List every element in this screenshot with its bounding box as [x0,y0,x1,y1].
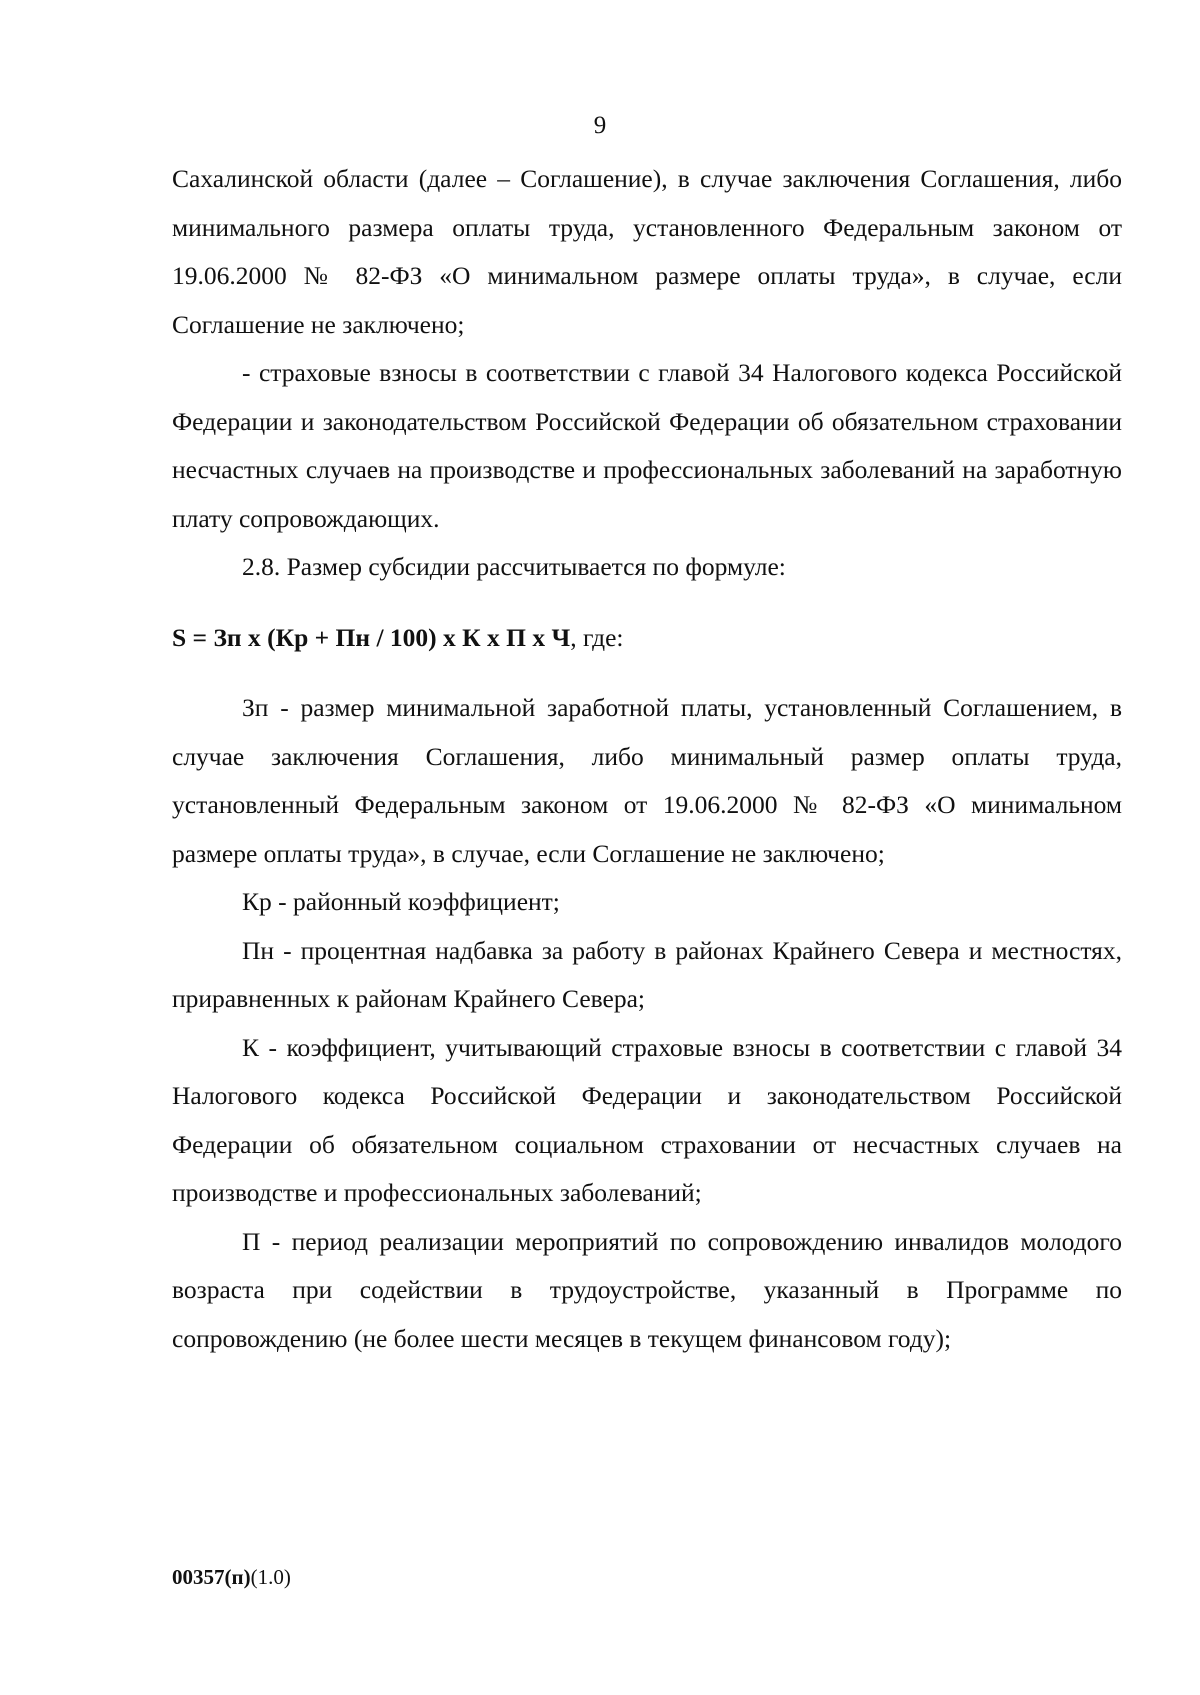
definition-zp: Зп - размер минимальной заработной платы, установленный Соглашением, в случае заключения Соглашения, либо минимальный размер оплаты труда, установленный Федеральным законом от 19.06.2000 № 82-ФЗ «О минимальном размере оплаты труда», в случае, если Соглашение не заключено; [172,693,1122,868]
document-body [172,155,1122,1363]
paragraph-continuation: Сахалинской области (далее – Соглашение), в случае заключения Соглашения, либо минимального размера оплаты труда, установленного Федеральным законом от 19.06.2000 № 82-ФЗ «О минимальном размере оплаты труда», в случае, если Соглашение не заключено; [172,164,1122,339]
definition-pn: Пн - процентная надбавка за работу в районах Крайнего Севера и местностях, приравненных к районам Крайнего Севера; [172,935,1122,1013]
document-code [172,1565,291,1590]
document-code-number: 00357(п) [172,1565,251,1589]
formula-expression: S = Зп х (Кр + Пн / 100) х К х П х Ч [172,622,571,652]
subsidy-formula [172,614,1122,663]
paragraph-insurance-contributions: - страховые взносы в соответствии с главой 34 Налогового кодекса Российской Федерации и законодательством Российской Федерации об обязательном страховании несчастных случаев на производстве и профессиональных заболеваний на заработную плату сопровождающих. [172,358,1122,533]
paragraph-subsidy-intro: 2.8. Размер субсидии рассчитывается по формуле: [242,552,786,581]
document-code-version: (1.0) [250,1565,291,1589]
definition-p: П - период реализации мероприятий по сопровождению инвалидов молодого возраста при содействии в трудоустройстве, указанный в Программе по сопровождению (не более шести месяцев в текущем финансовом году); [172,1226,1122,1353]
definition-kr: Кр - районный коэффициент; [242,887,560,916]
formula-suffix: , где: [570,622,624,652]
page-number: 9 [593,112,607,139]
definition-k: К - коэффициент, учитывающий страховые взносы в соответствии с главой 34 Налогового кодекса Российской Федерации и законодательством Российской Федерации об обязательном социальном страховании от несчастных случаев на производстве и профессиональных заболеваний; [172,1032,1122,1207]
